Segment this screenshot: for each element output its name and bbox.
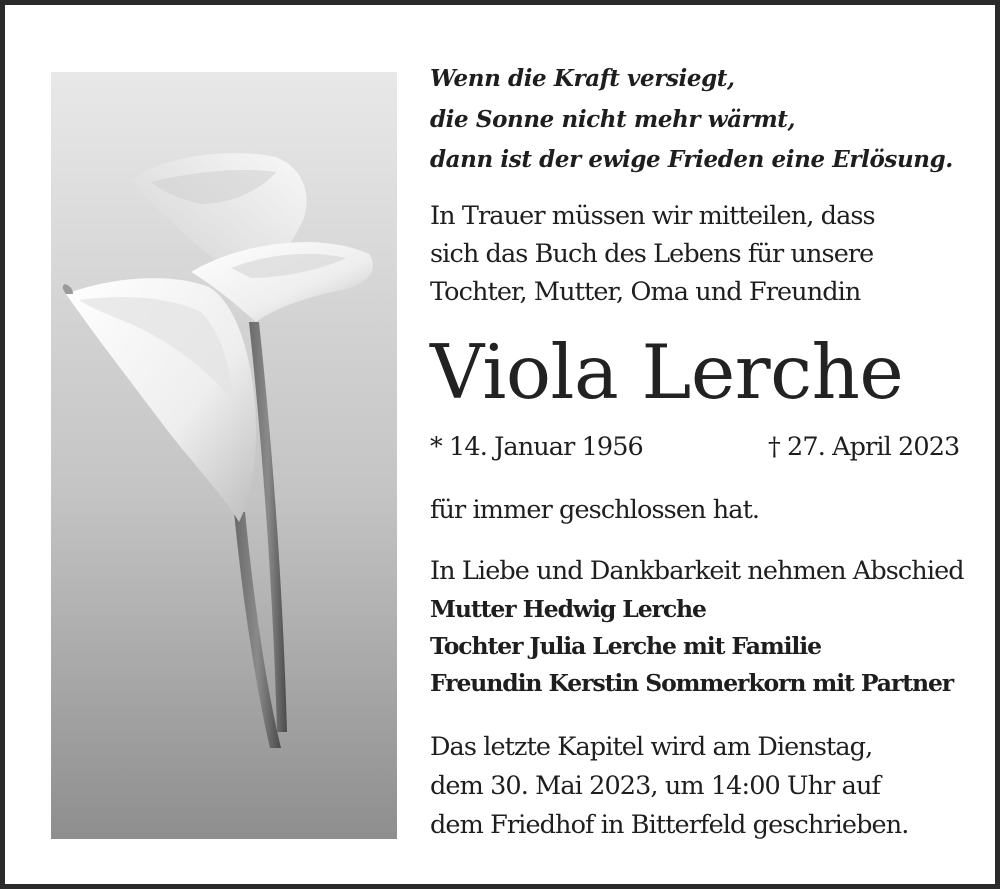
motto-line: dann ist der ewige Frieden eine Erlösung. bbox=[430, 146, 953, 173]
farewell-intro: In Liebe und Dankbarkeit nehmen Abschied bbox=[430, 556, 964, 586]
motto-line: Wenn die Kraft versiegt, bbox=[430, 65, 735, 92]
funeral-info-line: dem 30. Mai 2023, um 14:00 Uhr auf bbox=[430, 771, 881, 801]
calla-lily-photo bbox=[51, 72, 397, 839]
intro-line: Tochter, Mutter, Oma und Freundin bbox=[430, 277, 861, 307]
intro-line: In Trauer müssen wir mitteilen, dass bbox=[430, 201, 875, 231]
funeral-info-line: dem Friedhof in Bitterfeld geschrieben. bbox=[430, 810, 909, 840]
funeral-info-line: Das letzte Kapitel wird am Dienstag, bbox=[430, 732, 873, 762]
mourner-line: Freundin Kerstin Sommerkorn mit Partner bbox=[430, 669, 954, 697]
closing-line: für immer geschlossen hat. bbox=[430, 495, 760, 525]
mourner-line: Mutter Hedwig Lerche bbox=[430, 595, 706, 623]
deceased-name: Viola Lerche bbox=[430, 328, 904, 416]
intro-line: sich das Buch des Lebens für unsere bbox=[430, 239, 874, 269]
death-date: † 27. April 2023 bbox=[768, 432, 960, 462]
birth-date: * 14. Januar 1956 bbox=[430, 432, 643, 462]
motto-line: die Sonne nicht mehr wärmt, bbox=[430, 106, 796, 133]
mourner-line: Tochter Julia Lerche mit Familie bbox=[430, 632, 821, 660]
